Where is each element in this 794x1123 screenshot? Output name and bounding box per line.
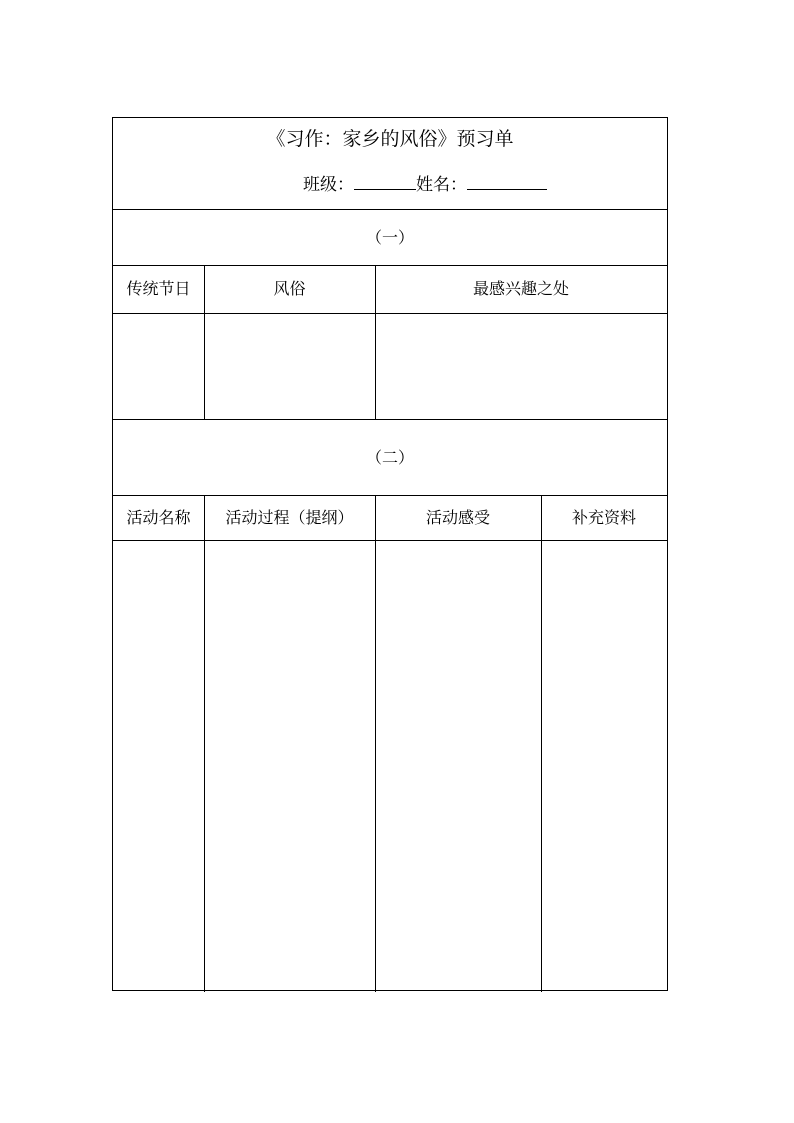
- divider-section1: [113, 265, 667, 266]
- student-info-line: [303, 173, 547, 194]
- table2-col-divider-3: [541, 495, 542, 992]
- divider-table1-header: [113, 313, 667, 314]
- divider-section2: [113, 495, 667, 496]
- name-label: 姓名：: [416, 175, 467, 195]
- worksheet-table: [112, 117, 668, 991]
- section1-label: （一）: [365, 228, 414, 247]
- worksheet-title: 《习作：家乡的风俗》预习单: [266, 128, 514, 150]
- table2-col-divider-2: [375, 495, 376, 992]
- table1-header-interest: 最感兴趣之处: [472, 279, 569, 298]
- divider-table2-header: [113, 540, 667, 541]
- table2-header-activity-process: 活动过程（提纲）: [225, 508, 354, 527]
- name-blank: [467, 173, 547, 190]
- table2-header-supplement: 补充资料: [571, 508, 636, 527]
- class-label: 班级：: [303, 175, 354, 195]
- divider-table1-body: [113, 419, 667, 420]
- table2-header-activity-name: 活动名称: [126, 508, 191, 527]
- table1-header-festival: 传统节日: [126, 279, 191, 298]
- section2-label: （二）: [365, 448, 414, 467]
- table2-col-divider-1: [204, 495, 205, 992]
- class-blank: [354, 173, 416, 190]
- table1-header-custom: 风俗: [273, 279, 306, 298]
- divider-header: [113, 209, 667, 210]
- table2-header-activity-feeling: 活动感受: [425, 508, 490, 527]
